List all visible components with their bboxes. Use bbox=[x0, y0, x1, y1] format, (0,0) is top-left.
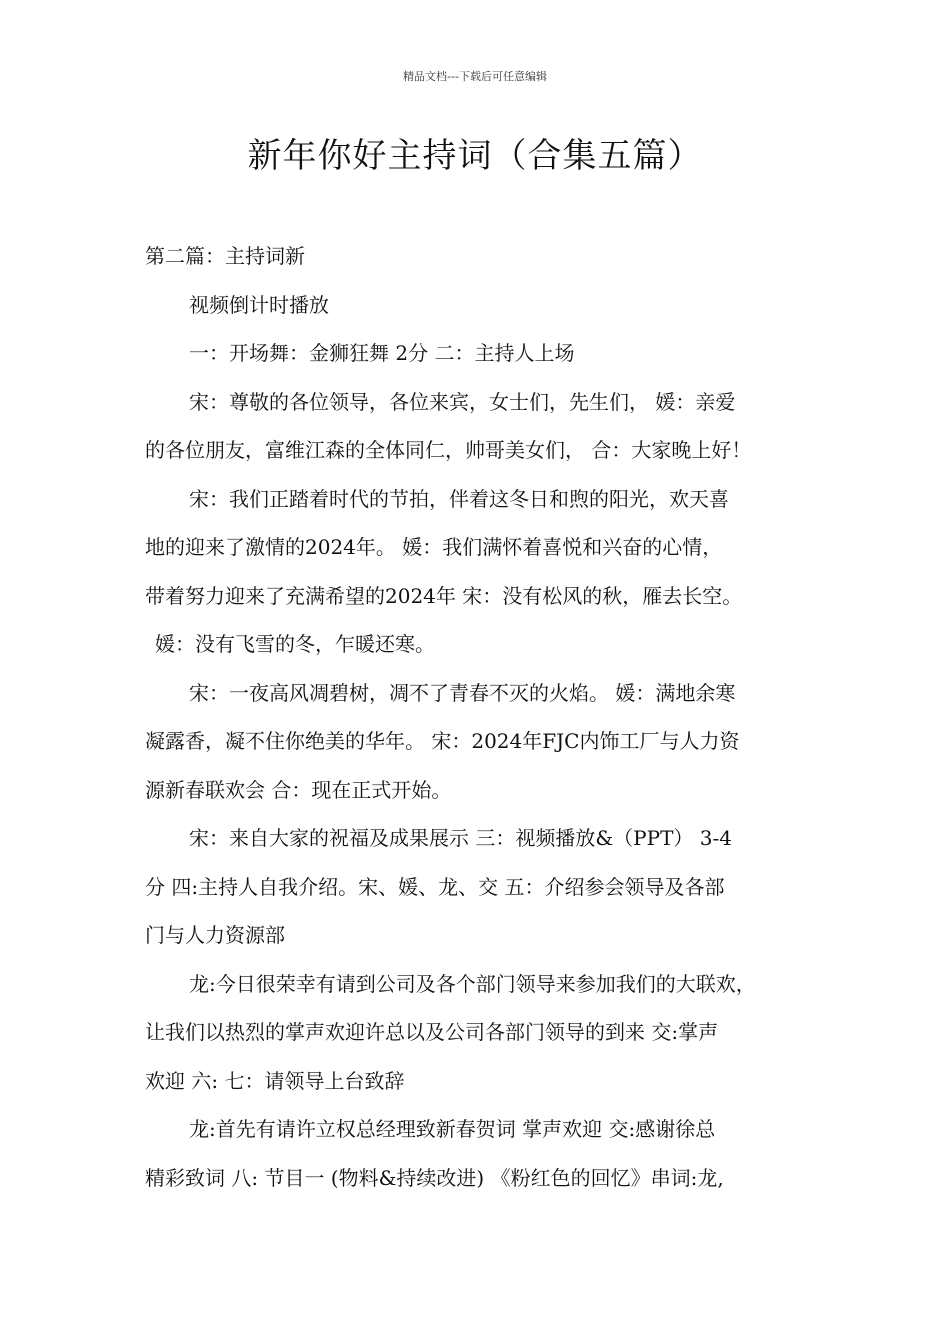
body-line: 分 四:主持人自我介绍。宋、媛、龙、交 五：介绍参会领导及各部 bbox=[145, 874, 725, 899]
body-line: 宋：来自大家的祝福及成果展示 三：视频播放&（PPT） 3-4 bbox=[189, 826, 732, 850]
body-line: 地的迎来了激情的2024年。 媛：我们满怀着喜悦和兴奋的心情， bbox=[145, 535, 723, 559]
body-line: 的各位朋友，富维江森的全体同仁，帅哥美女们， 合：大家晚上好！ bbox=[145, 438, 752, 462]
body-line: 龙:首先有请许立权总经理致新春贺词 掌声欢迎 交:感谢徐总 bbox=[189, 1117, 716, 1141]
body-line: 精彩致词 八: 节目一 (物料&持续改进) 《粉红色的回忆》串词:龙, bbox=[145, 1165, 724, 1190]
body-line: 带着努力迎来了充满希望的2024年 宋：没有松风的秋，雁去长空。 bbox=[145, 583, 743, 608]
body-line: 让我们以热烈的掌声欢迎许总以及公司各部门领导的到来 交:掌声 bbox=[145, 1020, 719, 1044]
body-line: 源新春联欢会 合：现在正式开始。 bbox=[145, 777, 452, 802]
document-body bbox=[145, 232, 825, 1202]
body-line: 宋：我们正踏着时代的节拍，伴着这冬日和煦的阳光，欢天喜 bbox=[189, 486, 729, 511]
body-line: 门与人力资源部 bbox=[145, 923, 285, 947]
document-title: 新年你好主持词（合集五篇） bbox=[247, 136, 703, 176]
body-line: 欢迎 六: 七：请领导上台致辞 bbox=[145, 1068, 405, 1093]
body-line: 龙:今日很荣幸有请到公司及各个部门领导来参加我们的大联欢， bbox=[189, 971, 756, 996]
body-line: 媛：没有飞雪的冬，乍暖还寒。 bbox=[155, 632, 435, 656]
body-line: 视频倒计时播放 bbox=[189, 292, 329, 317]
header-note: 精品文档---下载后可任意编辑 bbox=[403, 70, 547, 83]
body-line: 一：开场舞：金狮狂舞 2分 二：主持人上场 bbox=[189, 341, 575, 365]
body-line: 凝露香，凝不住你绝美的华年。 宋：2024年FJC内饰工厂与人力资 bbox=[145, 729, 740, 753]
body-line: 宋：一夜高风凋碧树，凋不了青春不灭的火焰。 媛：满地余寒 bbox=[189, 680, 736, 705]
body-line: 宋：尊敬的各位领导，各位来宾，女士们，先生们， 媛：亲爱 bbox=[189, 389, 736, 414]
body-line: 第二篇：主持词新 bbox=[145, 244, 305, 268]
